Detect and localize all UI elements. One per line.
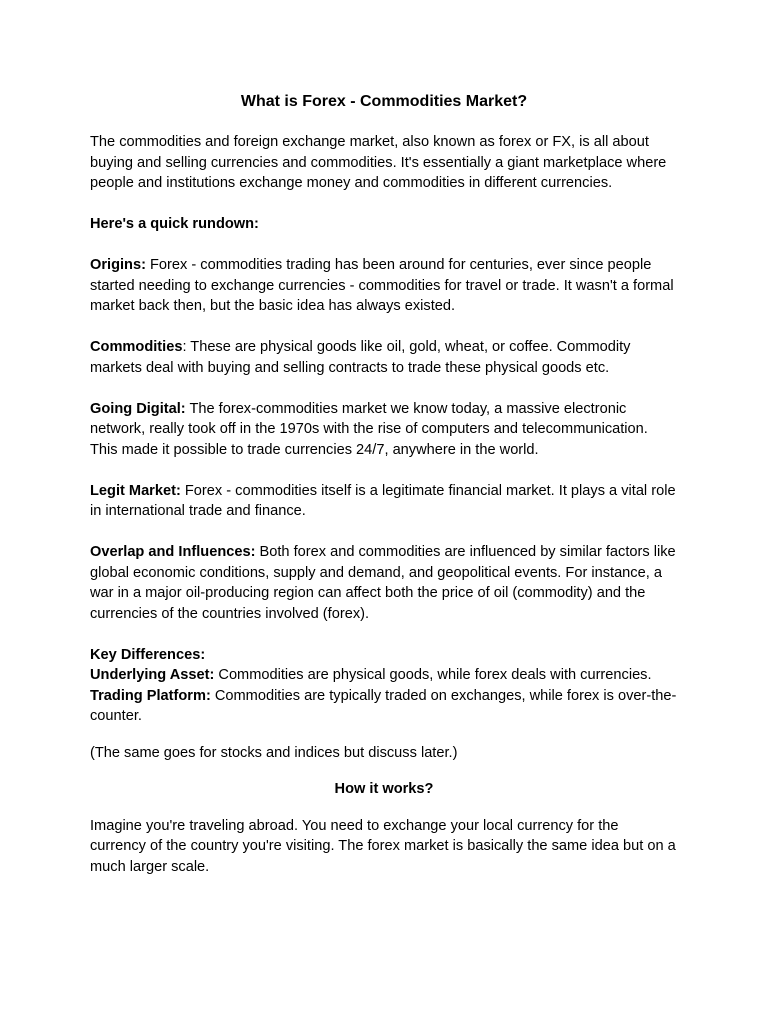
- how-it-works-heading: How it works?: [334, 781, 434, 797]
- section-origins-label: Origins:: [90, 257, 146, 273]
- trading-platform-label: Trading Platform:: [90, 687, 211, 704]
- underlying-asset-label: Underlying Asset:: [90, 667, 215, 683]
- trading-platform-text: Commodities are typically traded on exchanges, while forex is over-the-counter.: [90, 687, 677, 724]
- key-differences-heading: Key Differences:: [90, 646, 206, 663]
- section-commodities-label: Commodities: [90, 339, 183, 355]
- rundown-heading: Here's a quick rundown:: [90, 216, 259, 232]
- section-legit-market: [90, 481, 678, 522]
- section-going-digital-label: Going Digital:: [90, 400, 186, 417]
- document-title: What is Forex - Commodities Market?: [240, 93, 528, 110]
- how-it-works-paragraph: Imagine you're traveling abroad. You need to exchange your local currency for the currency of the country you're visiting. The forex market is basically the same idea but on a much larger scale.: [90, 817, 676, 875]
- section-overlap-label: Overlap and Influences:: [90, 544, 256, 560]
- section-commodities: [90, 337, 678, 378]
- section-legit-market-label: Legit Market:: [90, 482, 181, 499]
- underlying-asset-line: [90, 665, 678, 686]
- document-body: [90, 92, 678, 898]
- key-differences-block: [90, 645, 678, 727]
- section-commodities-text: : These are physical goods like oil, gold, wheat, or coffee. Commodity markets deal with buying and selling contracts to trade these physical goods etc.: [90, 339, 631, 376]
- underlying-asset-text: Commodities are physical goods, while forex deals with currencies.: [214, 667, 652, 683]
- section-overlap: [90, 542, 678, 624]
- trading-platform-line: [90, 686, 678, 727]
- note-paragraph: (The same goes for stocks and indices but discuss later.): [90, 744, 458, 761]
- section-overlap-text: Both forex and commodities are influenced by similar factors like global economic conditions, supply and demand, and geopolitical events. For instance, a war in a major oil-producing region can affect both the price of oil (commodity) and the currencies of the countries involved (forex).: [90, 544, 676, 622]
- section-origins: [90, 255, 678, 317]
- section-going-digital: [90, 399, 678, 461]
- section-legit-market-text: Forex - commodities itself is a legitimate financial market. It plays a vital role in international trade and finance.: [90, 482, 676, 519]
- section-origins-text: Forex - commodities trading has been around for centuries, ever since people started needing to exchange currencies - commodities for travel or trade. It wasn't a formal market back then, but the basic idea has always existed.: [90, 257, 674, 314]
- section-going-digital-text: The forex-commodities market we know today, a massive electronic network, really took off in the 1970s with the rise of computers and telecommunication. This made it possible to trade currencies 24/7, anywhere in the world.: [90, 400, 648, 458]
- intro-paragraph: The commodities and foreign exchange market, also known as forex or FX, is all about buying and selling currencies and commodities. It's essentially a giant marketplace where people and institutions exchange money and commodities in different currencies.: [90, 134, 667, 191]
